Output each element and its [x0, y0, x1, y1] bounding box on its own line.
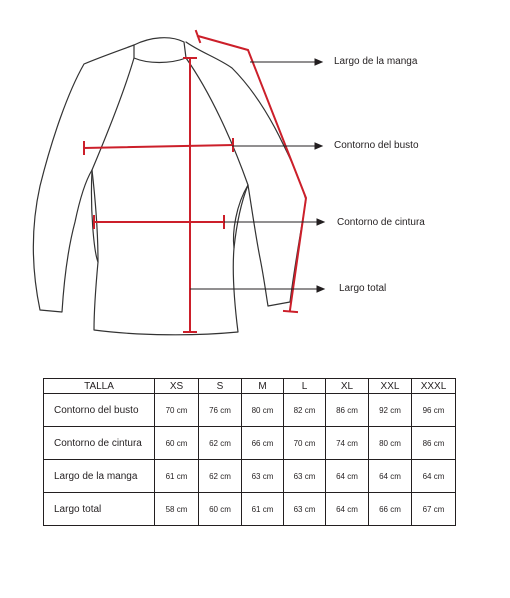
sleeve-pointer-arrowhead — [315, 59, 322, 65]
header-size-xs: XS — [155, 379, 199, 394]
bust-label: Contorno del busto — [334, 140, 419, 151]
table-cell: 61 cm — [242, 493, 284, 526]
table-cell: 82 cm — [284, 394, 326, 427]
waist-pointer-arrowhead — [317, 219, 324, 225]
table-cell: 63 cm — [242, 460, 284, 493]
collar-outline — [134, 38, 186, 63]
table-cell: 80 cm — [242, 394, 284, 427]
table-header-row — [44, 379, 456, 394]
waist-label: Contorno de cintura — [337, 217, 425, 228]
sleeve-length-cap-bottom — [284, 311, 297, 312]
table-cell: 70 cm — [284, 427, 326, 460]
table-cell: 64 cm — [369, 460, 412, 493]
table-cell: 70 cm — [155, 394, 199, 427]
header-size-xxxl: XXXL — [412, 379, 456, 394]
total-length-label: Largo total — [339, 283, 387, 294]
bust-line — [84, 145, 233, 148]
table-cell: 58 cm — [155, 493, 199, 526]
bust-pointer-arrowhead — [315, 143, 322, 149]
table-cell: 67 cm — [412, 493, 456, 526]
row-label: Largo de la manga — [44, 460, 155, 493]
table-cell: 76 cm — [199, 394, 242, 427]
table-row — [44, 427, 456, 460]
header-talla: TALLA — [44, 379, 155, 394]
table-cell: 64 cm — [326, 493, 369, 526]
table-row — [44, 460, 456, 493]
header-size-xxl: XXL — [369, 379, 412, 394]
header-size-m: M — [242, 379, 284, 394]
table-cell: 60 cm — [199, 493, 242, 526]
header-size-xl: XL — [326, 379, 369, 394]
table-cell: 62 cm — [199, 460, 242, 493]
table-cell: 74 cm — [326, 427, 369, 460]
table-row — [44, 394, 456, 427]
size-chart-table — [43, 378, 456, 526]
shirt-body-outline — [33, 42, 306, 335]
table-cell: 63 cm — [284, 460, 326, 493]
row-label: Contorno del busto — [44, 394, 155, 427]
table-cell: 66 cm — [242, 427, 284, 460]
table-row — [44, 493, 456, 526]
length-pointer-arrowhead — [317, 286, 324, 292]
table-cell: 80 cm — [369, 427, 412, 460]
right-raglan-seam — [186, 58, 248, 185]
table-cell: 61 cm — [155, 460, 199, 493]
header-size-s: S — [199, 379, 242, 394]
table-cell: 96 cm — [412, 394, 456, 427]
table-cell: 60 cm — [155, 427, 199, 460]
table-cell: 86 cm — [326, 394, 369, 427]
sleeve-length-line — [198, 36, 306, 310]
table-cell: 86 cm — [412, 427, 456, 460]
sleeve-length-label: Largo de la manga — [334, 56, 418, 67]
row-label: Largo total — [44, 493, 155, 526]
row-label: Contorno de cintura — [44, 427, 155, 460]
left-raglan-seam — [92, 58, 134, 170]
table-cell: 64 cm — [412, 460, 456, 493]
table-cell: 64 cm — [326, 460, 369, 493]
header-size-l: L — [284, 379, 326, 394]
table-cell: 92 cm — [369, 394, 412, 427]
table-cell: 62 cm — [199, 427, 242, 460]
table-cell: 66 cm — [369, 493, 412, 526]
table-cell: 63 cm — [284, 493, 326, 526]
